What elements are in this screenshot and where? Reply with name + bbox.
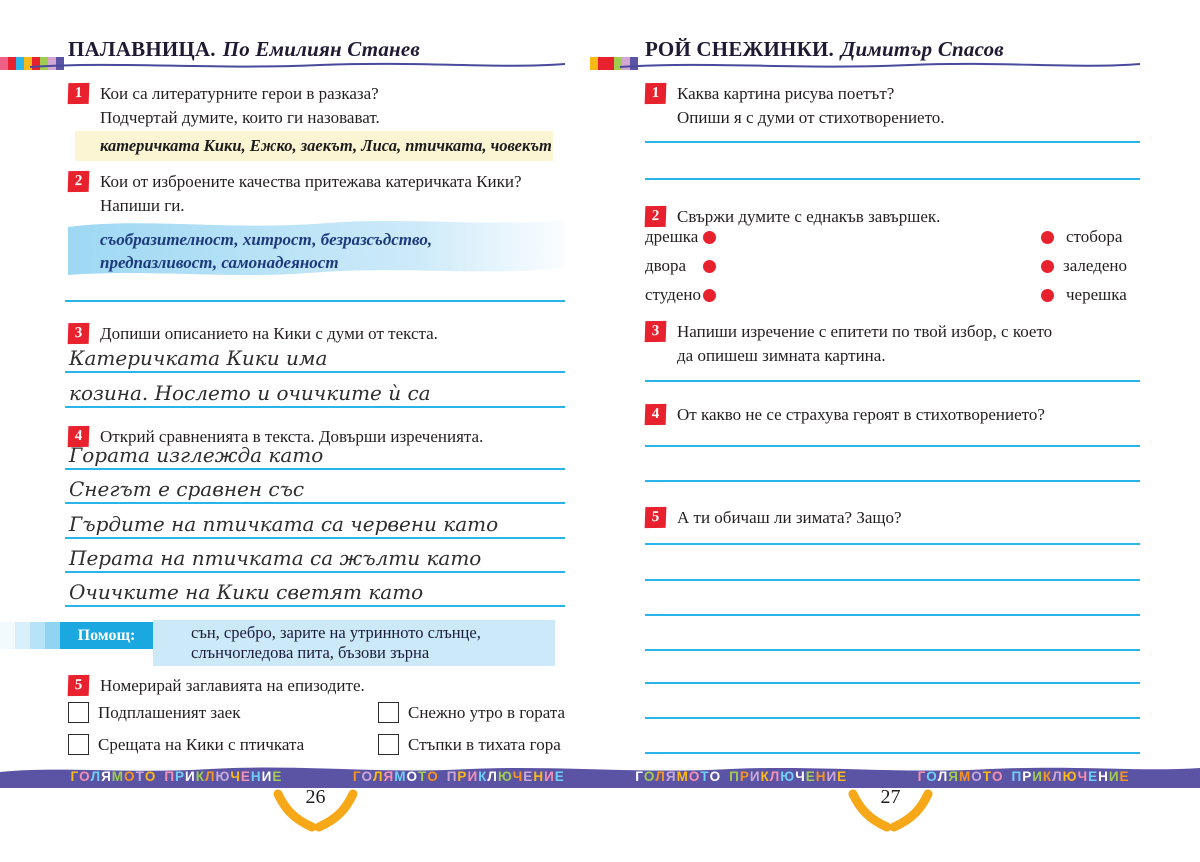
- lesson-title: РОЙ СНЕЖИНКИ.: [645, 37, 834, 61]
- question-text: А ти обичаш ли зимата? Защо?: [677, 508, 902, 527]
- question-2-right: [645, 205, 1135, 229]
- page-number-group-left: [258, 786, 373, 842]
- answer-line[interactable]: [645, 614, 1140, 616]
- answer-line[interactable]: [645, 445, 1140, 447]
- answer-line[interactable]: [645, 380, 1140, 382]
- episode-checkbox[interactable]: [378, 702, 399, 723]
- handwriting-line[interactable]: Гърдите на птичката са червени като: [65, 509, 565, 539]
- handwriting-line[interactable]: козина. Нослето и очичките ѝ са: [65, 378, 565, 408]
- question-5-left: [68, 674, 560, 698]
- question-text: Каква картина рисува поетът? Опиши я с думи от стихотворението.: [677, 84, 945, 127]
- match-word-left: студено: [645, 285, 701, 304]
- question-text: Свържи думите с еднакъв завършек.: [677, 207, 941, 226]
- answer-line[interactable]: [645, 178, 1140, 180]
- match-word-left: дрешка: [645, 227, 699, 246]
- question-number-badge: 4: [68, 426, 90, 447]
- match-dot[interactable]: [703, 289, 716, 302]
- question-1-left: [68, 82, 560, 130]
- episode-label: Срещата на Кики с птичката: [98, 734, 305, 754]
- page-number: 26: [305, 786, 326, 808]
- episode-label: Снежно утро в гората: [408, 702, 566, 722]
- match-dot[interactable]: [1041, 231, 1054, 244]
- question-text: Напиши изречение с епитети по твой избор, с което да опишеш зимната картина.: [677, 322, 1053, 365]
- handwriting-line[interactable]: Гората изглежда като: [65, 440, 565, 470]
- question-number-badge: 2: [645, 206, 667, 227]
- answer-line[interactable]: [645, 543, 1140, 545]
- question-text: Открий сравненията в текста. Довърши изреченията.: [100, 427, 484, 446]
- footer-banner-text: ГОЛЯМОТО ПРИКЛЮЧЕНИЕ: [635, 768, 848, 784]
- question-number-badge: 5: [645, 507, 667, 528]
- lesson-author: Димитър Спасов: [840, 37, 1004, 61]
- footer-banner: [0, 765, 1200, 787]
- lesson-author: По Емилиян Станев: [222, 37, 420, 61]
- episode-checkbox[interactable]: [68, 702, 89, 723]
- match-word-right: черешка: [1066, 285, 1127, 304]
- episode-label: Стъпки в тихата гора: [408, 734, 561, 754]
- question-text: Кои от изброените качества притежава катеричката Кики? Напиши ги.: [100, 172, 522, 215]
- question-number-badge: 1: [645, 83, 667, 104]
- match-word-right: стобора: [1066, 227, 1123, 246]
- question-text: Кои са литературните герои в разказа? Подчертай думите, които ги назовават.: [100, 84, 380, 127]
- help-label: Помощ:: [60, 622, 153, 649]
- answer-line[interactable]: [645, 480, 1140, 482]
- answer-line[interactable]: [645, 141, 1140, 143]
- match-dot[interactable]: [703, 260, 716, 273]
- footer-banner-text: ГОЛЯМОТО ПРИКЛЮЧЕНИЕ: [917, 768, 1130, 784]
- question-text: Допиши описанието на Кики с думи от текста.: [100, 324, 438, 343]
- question-number-badge: 5: [68, 675, 90, 696]
- answer-line[interactable]: [65, 300, 565, 302]
- question-number-badge: 3: [645, 321, 667, 342]
- match-dot[interactable]: [1041, 260, 1054, 273]
- question-5-right: [645, 506, 1135, 530]
- quality-words: съобразителност, хитрост, безразсъдство, предпазливост, самонадеяност: [100, 230, 433, 272]
- question-number-badge: 3: [68, 323, 90, 344]
- answer-line[interactable]: [645, 649, 1140, 651]
- match-dot[interactable]: [703, 231, 716, 244]
- handwriting-line[interactable]: Очичките на Кики светят като: [65, 577, 565, 607]
- handwriting-line[interactable]: Катеричката Кики има: [65, 343, 565, 373]
- question-text: От какво не се страхува героят в стихотворението?: [677, 405, 1045, 424]
- question-1-right: [645, 82, 1135, 130]
- question-number-badge: 2: [68, 171, 90, 192]
- word-bank-wave-box: [68, 213, 565, 283]
- question-2-left: [68, 170, 560, 218]
- match-word-left: двора: [645, 256, 687, 275]
- lesson-title: ПАЛАВНИЦА.: [68, 37, 216, 61]
- answer-line[interactable]: [645, 579, 1140, 581]
- page-title-left: [68, 37, 420, 62]
- word-bank-highlight: катеричката Кики, Ежко, заекът, Лиса, птичката, човекът: [75, 131, 553, 161]
- question-number-badge: 4: [645, 404, 667, 425]
- episode-option: [378, 734, 561, 755]
- episode-checkbox[interactable]: [378, 734, 399, 755]
- question-number-badge: 1: [68, 83, 90, 104]
- handwriting-line[interactable]: Перата на птичката са жълти като: [65, 543, 565, 573]
- episode-option: [68, 702, 240, 723]
- footer-banner-text: ГОЛЯМОТО ПРИКЛЮЧЕНИЕ: [352, 768, 565, 784]
- answer-line[interactable]: [645, 682, 1140, 684]
- page-title-right: [645, 37, 1004, 62]
- page-number-group-right: [833, 786, 948, 842]
- footer-banner-text: ГОЛЯМОТО ПРИКЛЮЧЕНИЕ: [70, 768, 283, 784]
- question-3-right: [645, 320, 1135, 368]
- episode-option: [68, 734, 304, 755]
- handwriting-line[interactable]: Снегът е сравнен със: [65, 474, 565, 504]
- help-word-bank: сън, сребро, зарите на утринното слънце, слънчогледова пита, бъзови зърна: [153, 620, 555, 666]
- page-number: 27: [880, 786, 901, 808]
- match-dot[interactable]: [1041, 289, 1054, 302]
- episode-checkbox[interactable]: [68, 734, 89, 755]
- question-4-right: [645, 403, 1135, 427]
- match-word-right: заледено: [1063, 256, 1128, 275]
- episode-option: [378, 702, 565, 723]
- answer-line[interactable]: [645, 717, 1140, 719]
- answer-line[interactable]: [645, 752, 1140, 754]
- help-gradient-strip: [0, 622, 60, 649]
- episode-label: Подплашеният заек: [98, 702, 241, 722]
- question-text: Номерирай заглавията на епизодите.: [100, 676, 365, 695]
